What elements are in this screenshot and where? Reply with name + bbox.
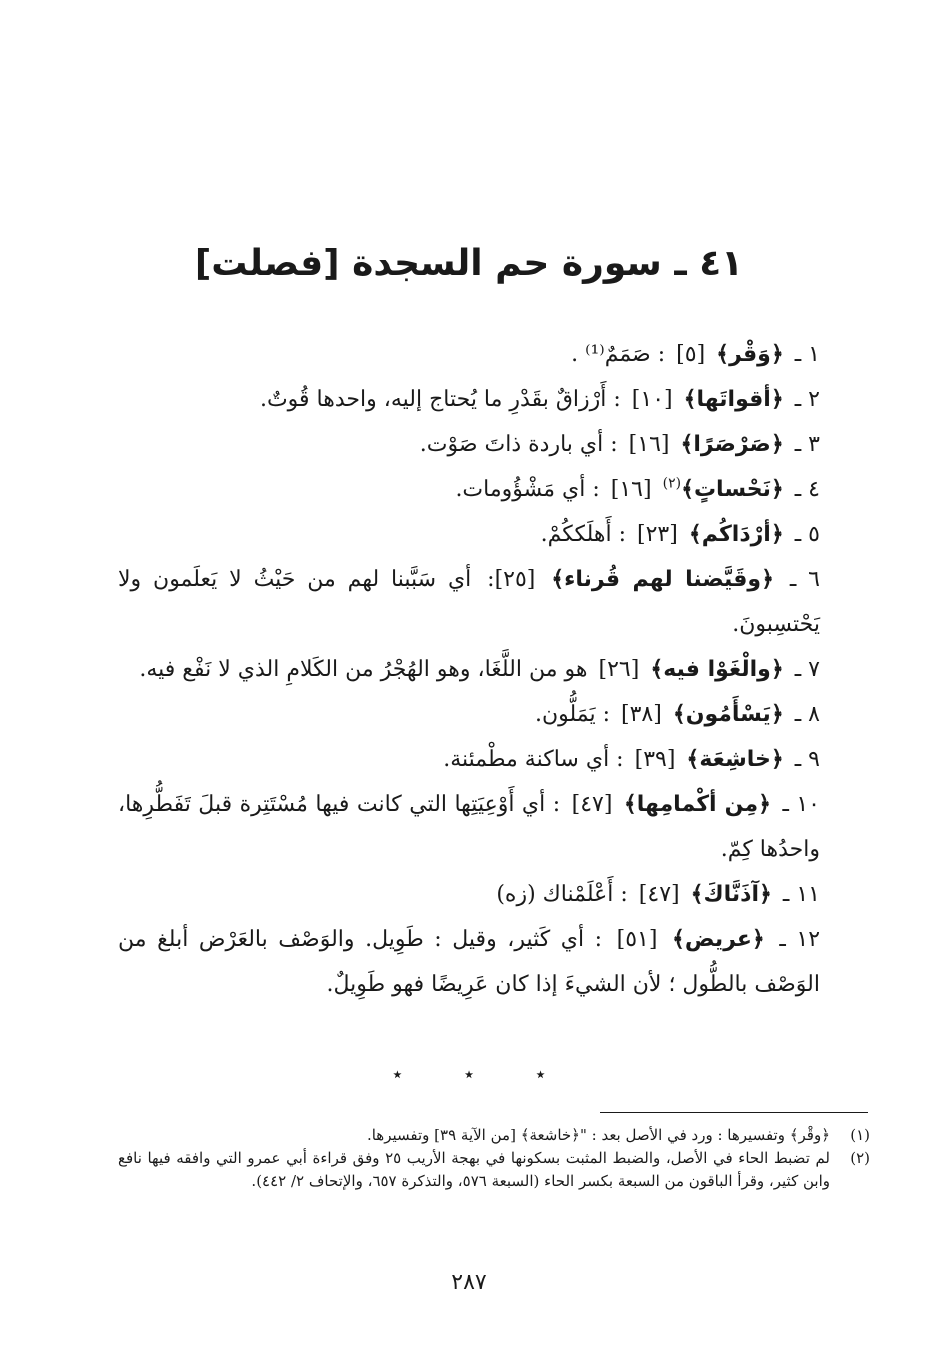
entry-definition: : أَهلَككُمْ. xyxy=(540,522,627,547)
entry-number: ٩ ـ xyxy=(794,747,820,772)
entry-number: ١٠ ـ xyxy=(782,792,820,817)
entry-definition: : أي مَشْؤُومات. xyxy=(455,477,600,502)
separator-star: ٭ xyxy=(392,1064,403,1085)
footnote-1 xyxy=(118,1124,870,1147)
entry-definition: : أي ساكنة مطْمئنة. xyxy=(443,747,624,772)
entry-word: ﴿والْغَوْا فيه﴾ xyxy=(650,657,784,682)
entry-definition: : أَعْلَمْناك (زه) xyxy=(496,882,628,907)
entry-number: ٥ ـ xyxy=(794,522,820,547)
entry-word: ﴿وَقْر﴾ xyxy=(716,342,784,367)
glossary-entry-7 xyxy=(118,647,820,692)
glossary-entries xyxy=(118,332,820,1007)
page-number: ٢٨٧ xyxy=(451,1270,487,1295)
glossary-entry-2 xyxy=(118,377,820,422)
entry-definition: هو من اللَّغَا، وهو الهُجْرُ من الكَلامِ الذي لا نَفْع فيه. xyxy=(139,657,588,682)
glossary-entry-3 xyxy=(118,422,820,467)
verse-ref: [٥] xyxy=(676,342,706,367)
footnote-rule xyxy=(600,1112,868,1113)
entry-word: ﴿عريض﴾ xyxy=(672,927,765,952)
entry-number: ٤ ـ xyxy=(794,477,820,502)
verse-ref: [١٦] xyxy=(628,432,670,457)
verse-ref: [٢٣] xyxy=(637,522,678,547)
footnote-2 xyxy=(118,1147,870,1193)
entry-word: ﴿صَرْصَرًا﴾ xyxy=(680,432,784,457)
entry-number: ٢ ـ xyxy=(794,387,820,412)
section-separator xyxy=(0,1064,938,1085)
entry-definition: : أَرْزاقٌ بقَدْرِ ما يُحتاج إليه، واحدها قُوتٌ. xyxy=(259,387,621,412)
footnote-text: ﴿وقْر﴾ وتفسيرها : ورد في الأصل بعد : "﴿خاشعة﴾ [من الآية ٣٩] وتفسيرها. xyxy=(366,1126,830,1144)
entry-definition: : أي كَثير، وقيل : طَوِيل. والوَصْف بالعَرْض أبلغ من الوَصْف بالطُّول ؛ لأن الشيءَ إذا كان عَرِيضًا فهو طَوِيلٌ. xyxy=(118,927,820,997)
verse-ref: [١٦] xyxy=(610,477,652,502)
verse-ref: [٣٩] xyxy=(634,747,676,772)
entry-number: ٣ ـ xyxy=(794,432,820,457)
verse-ref: [٢٥]: xyxy=(487,567,536,592)
entry-word: ﴿مِن أكْمامِها﴾ xyxy=(623,792,771,817)
chapter-title: ٤١ ـ سورة حم السجدة [فصلت] xyxy=(194,243,744,284)
verse-ref: [١٠] xyxy=(631,387,673,412)
entry-number: ٧ ـ xyxy=(794,657,820,682)
verse-ref: [٣٨] xyxy=(621,702,662,727)
entry-definition: : يَمَلُّون. xyxy=(534,702,610,727)
glossary-entry-11 xyxy=(118,872,820,917)
glossary-entry-10 xyxy=(118,782,820,872)
entry-word: ﴿وقَيَّضنا لهم قُرناء﴾ xyxy=(551,567,774,592)
glossary-entry-5 xyxy=(118,512,820,557)
glossary-entry-12 xyxy=(118,917,820,1007)
glossary-entry-6 xyxy=(118,557,820,647)
verse-ref: [٢٦] xyxy=(598,657,640,682)
entry-number: ١١ ـ xyxy=(782,882,820,907)
verse-ref: [٤٧] xyxy=(638,882,680,907)
entry-word: ﴿يَسْأَمُون﴾ xyxy=(672,702,784,727)
entry-word: ﴿خاشِعَة﴾ xyxy=(686,747,784,772)
footnote-text: لم تضبط الحاء في الأصل، والضبط المثبت بسكونها في بهجة الأريب ٢٥ وفق قراءة أبي عمرو التي وافقه فيها نافع وابن كثير، وقرأ الباقون من السبعة بكسر الحاء (السبعة ٥٧٦، والتذكرة ٦٥٧، والإتحاف ٢/ ٤٤٢). xyxy=(118,1149,830,1190)
entry-number: ١٢ ـ xyxy=(779,927,821,952)
entry-word: ﴿أقواتَها﴾ xyxy=(683,387,784,412)
entry-word: ﴿أرْدَاكُم﴾ xyxy=(688,522,784,547)
entry-number: ٨ ـ xyxy=(794,702,820,727)
entry-number: ١ ـ xyxy=(794,342,820,367)
entry-definition: : أي باردة ذاتَ صَوْت. xyxy=(419,432,618,457)
separator-star: ٭ xyxy=(535,1064,546,1085)
verse-ref: [٥١] xyxy=(616,927,658,952)
entry-word: ﴿نَحْساتٍ﴾ xyxy=(681,477,784,502)
entry-number: ٦ ـ xyxy=(789,567,820,592)
entry-definition: : صَمَمٌ⁽¹⁾ . xyxy=(571,342,666,367)
entry-definition: أي سَبَّبنا لهم من حَيْثُ لا يَعلَمون ولا يَحْتسِبونَ. xyxy=(118,567,820,637)
glossary-entry-4 xyxy=(118,467,820,512)
footnote-mark: (٢) xyxy=(850,1149,870,1167)
footnote-mark: (١) xyxy=(850,1126,870,1144)
entry-word: ﴿آذَنَّاكَ﴾ xyxy=(690,882,772,907)
entry-definition: : أي أَوْعِيَتِها التي كانت فيها مُسْتَتِرة قبلَ تَفَطُّرِها، واحدُها كِمّ. xyxy=(118,792,820,862)
separator-star: ٭ xyxy=(464,1064,474,1085)
glossary-entry-8 xyxy=(118,692,820,737)
verse-ref: [٤٧] xyxy=(571,792,613,817)
footnotes xyxy=(118,1124,870,1193)
glossary-entry-1 xyxy=(118,332,820,377)
glossary-entry-9 xyxy=(118,737,820,782)
footnote-marker: (٢) xyxy=(662,475,682,492)
